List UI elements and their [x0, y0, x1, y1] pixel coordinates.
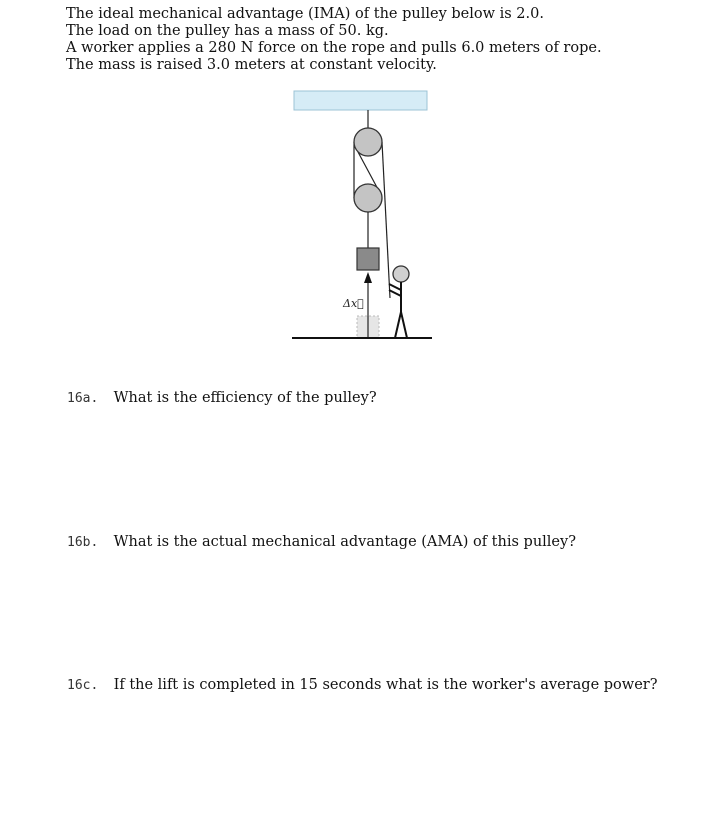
ceiling-beam: [294, 91, 427, 110]
question-text: What is the actual mechanical advantage (AMA) of this pulley?: [113, 534, 576, 550]
worker-leg-right: [401, 312, 407, 338]
displacement-arrowhead: [364, 272, 372, 283]
pulley-diagram: [0, 0, 720, 360]
intro-line-force: A worker applies a 280 N force on the rope and pulls 6.0 meters of rope.: [66, 40, 602, 56]
movable-pulley: [354, 184, 382, 212]
question-16a: [67, 390, 377, 406]
question-number: 16c.: [67, 678, 99, 693]
question-16c: [67, 677, 657, 693]
fixed-pulley: [354, 128, 382, 156]
displacement-label: Δx⃗: [343, 297, 364, 310]
rope-pull-segment: [382, 142, 390, 298]
intro-line-ima: The ideal mechanical advantage (IMA) of the pulley below is 2.0.: [66, 6, 544, 22]
question-text: If the lift is completed in 15 seconds what is the worker's average power?: [113, 677, 658, 693]
question-text: What is the efficiency of the pulley?: [113, 390, 377, 406]
load-block: [357, 248, 379, 270]
worker-head: [393, 266, 409, 282]
question-number: 16b.: [67, 535, 99, 550]
intro-line-distance: The mass is raised 3.0 meters at constant velocity.: [66, 57, 437, 73]
worker-leg-left: [395, 312, 401, 338]
worker-arm-lower: [389, 290, 401, 296]
worker-figure: [389, 266, 409, 338]
intro-line-mass: The load on the pulley has a mass of 50. kg.: [66, 23, 389, 39]
worker-arm-upper: [389, 284, 401, 290]
question-16b: [67, 534, 576, 550]
question-number: 16a.: [67, 391, 99, 406]
